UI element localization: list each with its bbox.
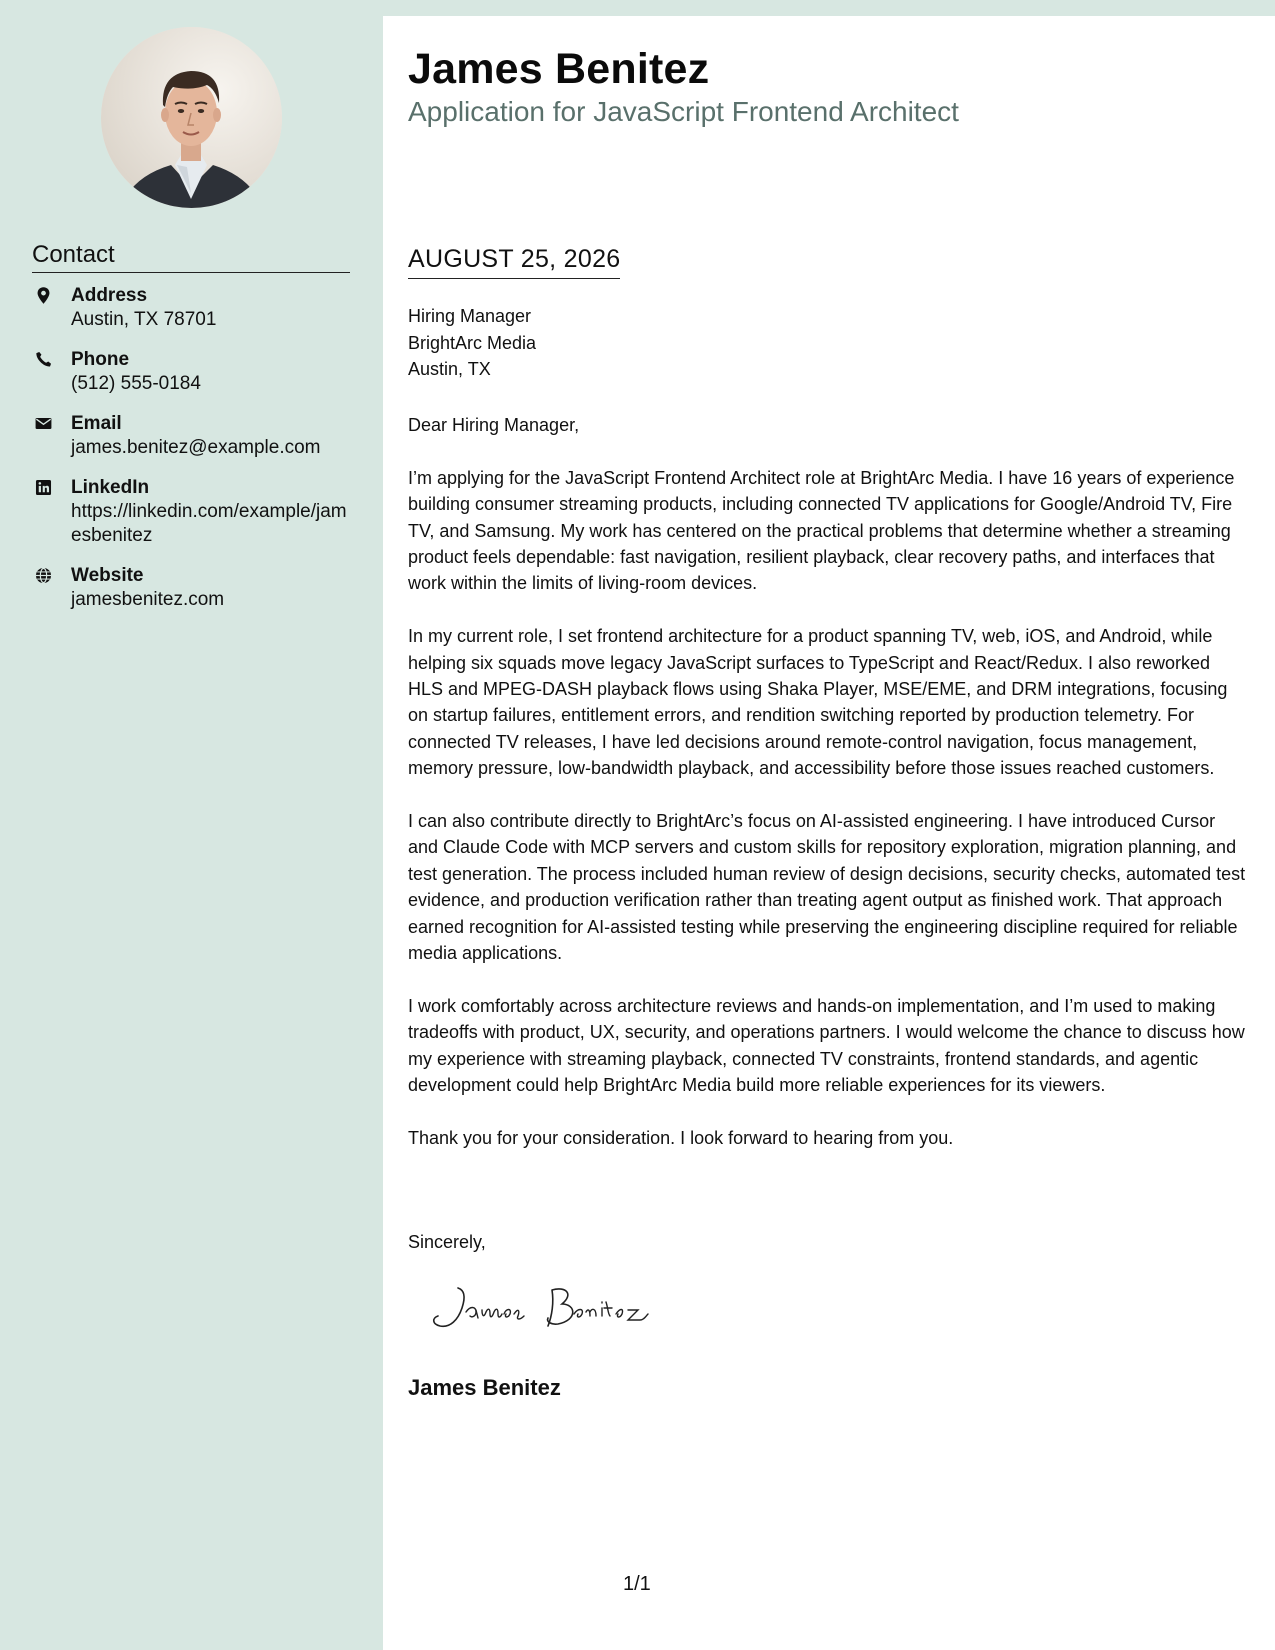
- envelope-icon: [34, 414, 53, 433]
- recipient-line: Hiring Manager: [408, 306, 532, 326]
- website-value[interactable]: jamesbenitez.com: [71, 589, 225, 610]
- signer-name: James Benitez: [408, 1375, 561, 1400]
- contact-label: Address: [71, 285, 148, 306]
- applicant-name: James Benitez: [408, 45, 710, 93]
- letter-body: [408, 412, 1246, 1178]
- letter-date: AUGUST 25, 2026: [408, 243, 620, 279]
- globe-icon: [34, 566, 53, 585]
- profile-photo: [101, 27, 282, 208]
- closing: Sincerely,: [408, 1232, 486, 1252]
- page-number: 1/1: [623, 1573, 651, 1595]
- greeting: Dear Hiring Manager,: [408, 415, 580, 435]
- contact-label: Phone: [71, 349, 130, 370]
- contact-list: [32, 284, 352, 628]
- email-value[interactable]: james.benitez@example.com: [71, 437, 321, 458]
- recipient-line: Austin, TX: [408, 359, 491, 379]
- phone-icon: [34, 350, 53, 369]
- body-paragraph: I can also contribute directly to BrightArc’s focus on AI-assisted engineering. I have introduced Cursor and Claude Code with MCP servers and custom skills for repository exploration, migration planning, and test generation. The process included human review of design decisions, security checks, automated test evidence, and production verification rather than treating agent output as finished work. That approach earned recognition for AI-assisted testing while preserving the engineering discipline required for reliable media applications.: [408, 811, 1246, 964]
- contact-item-website: [32, 564, 352, 612]
- portrait-image: [101, 27, 282, 208]
- linkedin-icon: [34, 478, 53, 497]
- address-value: Austin, TX 78701: [71, 309, 217, 330]
- application-subtitle: Application for JavaScript Frontend Architect: [408, 96, 959, 127]
- body-paragraph: In my current role, I set frontend architecture for a product spanning TV, web, iOS, and Android, while helping six squads move legacy JavaScript surfaces to TypeScript and React/Redux. I also reworked HLS and MPEG-DASH playback flows using Shaka Player, MSE/EME, and DRM integrations, focusing on startup failures, entitlement errors, and rendition switching reported by production telemetry. For connected TV releases, I have led decisions around remote-control navigation, focus management, memory pressure, low-bandwidth playback, and accessibility before those issues reached customers.: [408, 626, 1228, 779]
- linkedin-value[interactable]: https://linkedin.com/example/jamesbenitez: [71, 501, 347, 546]
- contact-label: LinkedIn: [71, 477, 150, 498]
- contact-heading: Contact: [32, 240, 350, 273]
- phone-value[interactable]: (512) 555-0184: [71, 373, 201, 394]
- handwritten-signature: [424, 1278, 664, 1338]
- contact-item-linkedin: [32, 476, 352, 548]
- body-paragraph: I’m applying for the JavaScript Frontend Architect role at BrightArc Media. I have 16 years of experience building consumer streaming products, including connected TV applications for Google/Android TV, Fire TV, and Samsung. My work has centered on the practical problems that determine whether a streaming product feels dependable: fast navigation, resilient playback, clear recovery paths, and interfaces that work within the limits of living-room devices.: [408, 467, 1235, 594]
- body-paragraph: Thank you for your consideration. I look forward to hearing from you.: [408, 1127, 954, 1148]
- body-paragraph: I work comfortably across architecture reviews and hands-on implementation, and I’m used to making tradeoffs with product, UX, security, and operations partners. I would welcome the chance to discuss how my experience with streaming playback, connected TV constraints, frontend standards, and agentic development could help BrightArc Media build more reliable experiences for its viewers.: [408, 995, 1245, 1096]
- contact-item-email: [32, 412, 352, 460]
- contact-label: Website: [71, 565, 144, 586]
- map-pin-icon: [34, 286, 53, 305]
- contact-item-phone: [32, 348, 352, 396]
- recipient-line: BrightArc Media: [408, 332, 537, 353]
- contact-item-address: [32, 284, 352, 332]
- sidebar: [0, 0, 383, 1650]
- contact-label: Email: [71, 413, 122, 434]
- recipient-block: [408, 303, 536, 383]
